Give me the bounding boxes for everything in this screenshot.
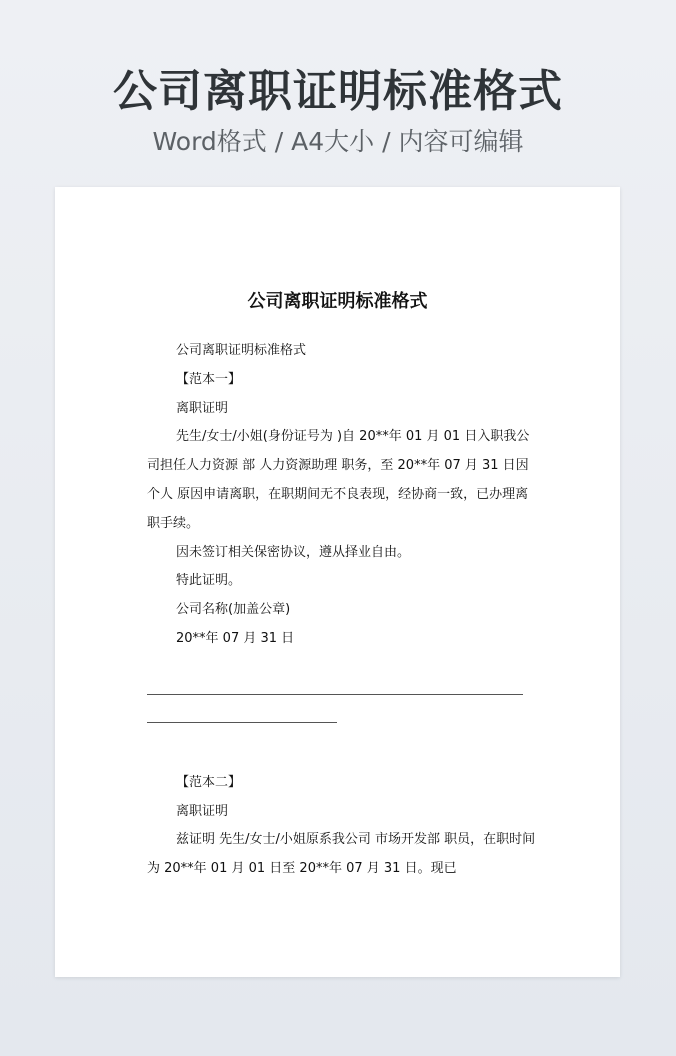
doc-heading-line: 公司离职证明标准格式 [176, 343, 307, 358]
confidentiality-paragraph: 因未签订相关保密协议，遵从择业自由。 [176, 544, 411, 560]
certificate-paragraph: 先生/女士/小姐(身份证号为 )自 20**年 01 月 01 日入职我公司担任人力资源 部 人力资源助理 职务，至 20**年 07 月 31 日因 个人 原因申请离职，在职期间无不良表现，经协商一致，已办理离职手续。 [147, 429, 530, 531]
banner-subtitle: Word格式 / A4大小 / 内容可编辑 [152, 127, 524, 156]
document-page [55, 187, 620, 977]
spacer [147, 723, 539, 769]
certificate-heading: 离职证明 [176, 400, 229, 416]
date-line: 20**年 07 月 31 日 [176, 630, 295, 646]
banner-title: 公司离职证明标准格式 [113, 66, 563, 117]
company-signature-line: 公司名称(加盖公章) [176, 602, 291, 618]
document-title: 公司离职证明标准格式 [247, 291, 428, 312]
banner [0, 62, 676, 160]
certificate-paragraph-2: 兹证明 先生/女士/小姐原系我公司 市场开发部 职员，在职时间为 20**年 01 月 01 日至 20**年 07 月 31 日。现已 [147, 832, 536, 877]
sample-two-label: 【范本二】 [176, 774, 242, 790]
closing-line: 特此证明。 [176, 573, 242, 589]
certificate-heading-2: 离职证明 [176, 803, 229, 819]
sample-one-label: 【范本一】 [176, 371, 242, 387]
document-body [147, 337, 539, 884]
separator-line [147, 694, 523, 695]
